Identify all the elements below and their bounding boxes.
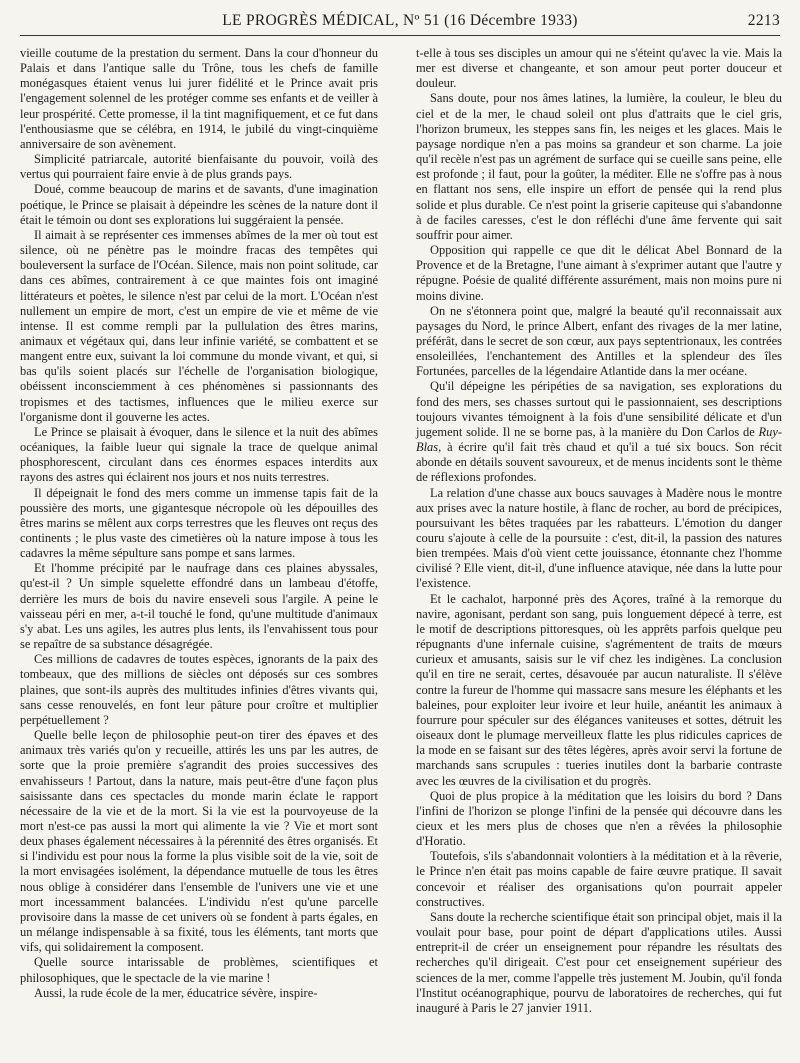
paragraph: Toutefois, s'ils s'abandonnait volontiers à la méditation et à la rêverie, le Prince n'en était pas moins capable de faire œuvre pratique. Il savait concevoir et réaliser des organisations qu'on pourrait appeler constructives. <box>416 849 782 909</box>
left-column <box>20 46 378 1001</box>
paragraph: On ne s'étonnera point que, malgré la beauté qu'il reconnaissait aux paysages du Nord, le prince Albert, enfant des rivages de la mer latine, préférât, dans le secret de son cœur, aux pays septentrionaux, les contrées ensoleillées, l'enchantement des Antilles et la splendeur des îles Fortunées, parcelles de la légendaire Atlantide dans la mer océane. <box>416 303 782 379</box>
page-number: 2213 <box>747 12 780 29</box>
paragraph: Ces millions de cadavres de toutes espèces, ignorants de la paix des tombeaux, que des millions de siècles ont déposés sur ces sombres plaines, que sont-ils auprès des multitudes infinies d'êtres vivants qui, sans cesse renouvelés, en font leur pâture pour croître et multiplier perpétuellement ? <box>20 652 378 727</box>
paragraph: Le Prince se plaisait à évoquer, dans le silence et la nuit des abîmes océaniques, la faible lueur qui signale la trace de quelque animal phosphorescent, circulant dans ces énormes espaces interdits aux rayons des astres qui éclairent nos jours et nos nuits terrestres. <box>20 424 378 485</box>
paragraph: Qu'il dépeigne les péripéties de sa navigation, ses explorations du fond des mers, ses chasses surtout qui le passionnaient, ses descriptions toujours vivantes témoignent à la fois d'une sensibilité délicate et d'un jugement solide. Il ne se borne pas, à la manière du Don Carlos de Ruy-Blas, à écrire qu'il fait très chaud et qu'il a tué six boucs. Son récit abonde en détails souvent savoureux, et de menus incidents sont le thème de réflexions profondes. <box>416 379 782 485</box>
paragraph: Simplicité patriarcale, autorité bienfaisante du pouvoir, voilà des vertus qui pourraient faire envie à de plus grands pays. <box>20 152 378 182</box>
paragraph: Opposition qui rappelle ce que dit le délicat Abel Bonnard de la Provence et de la Bretagne, l'une aimant à s'exprimer autant que l'autre y répugne. Poésie de qualité différente assurément, mais non moins pure ni moins divine. <box>416 243 782 303</box>
paragraph: Sans doute, pour nos âmes latines, la lumière, la couleur, le bleu du ciel et de la mer, le chaud soleil ont plus d'attraits que le ciel gris, l'horizon brumeux, les steppes sans fin, les neiges et les glaces. Mais le paysage nordique n'en a pas moins sa grandeur et son charme. La joie qu'il recèle n'est pas un agrément de surface qui se cueille sans peine, elle est profonde ; il faut, pour la goûter, la méditer. Elle ne s'offre pas à nous en flattant nos sens, elle inspire un effort de pensée qui la rend plus solide et plus durable. Ce n'est point la griserie capiteuse qui s'abandonne à de faciles caresses, c'est le don réfléchi d'une âme fervente qui sait souffrir pour aimer. <box>416 91 782 242</box>
journal-title: LE PROGRÈS MÉDICAL, Nº 51 (16 Décembre 1933) <box>222 12 578 29</box>
paragraph: Quoi de plus propice à la méditation que les loisirs du bord ? Dans l'infini de l'horizon se plonge l'infini de la pensée qui découvre dans les cieux et les mers plus de choses que n'en a rêvées la philosophie d'Horatio. <box>416 788 782 849</box>
paragraph: Sans doute la recherche scientifique était son principal objet, mais il la voulait pour base, pour point de départ d'applications utiles. Aussi entreprit-il de créer un enseignement pour répandre les résultats des recherches qu'il dirigeait. C'est pour cet enseignement supérieur des sciences de la mer, comme l'appelle très justement M. Joubin, qu'il fonda l'Institut océanographique, pourvu de laboratoires de recherches, qui fut inauguré à Paris le 27 janvier 1911. <box>416 909 782 1015</box>
paragraph: Il dépeignait le fond des mers comme un immense tapis fait de la poussière des morts, une gigantesque nécropole où les dépouilles des êtres marins se mêlent aux corps terrestres que les fleuves ont reçus des continents ; le plus vaste des cimetières où la nature impose à tous les cadavres la même sépulture sans pompe et sans larmes. <box>20 485 378 561</box>
paragraph: t-elle à tous ses disciples un amour qui ne s'éteint qu'avec la vie. Mais la mer est diverse et changeante, et son amour peut porter douceur et douleur. <box>416 46 782 91</box>
paragraph: Aussi, la rude école de la mer, éducatrice sévère, inspire- <box>34 985 318 1000</box>
paragraph: vieille coutume de la prestation du serment. Dans la cour d'honneur du Palais et dans l'antique salle du Trône, tous les chefs de famille monégasques étaient venus lui jurer fidélité et le Prince avait pris l'engagement solennel de les protéger comme ses enfants et de veiller à leur prospérité. Cette promesse, il la tint magnifiquement, et ce fut dans l'enthousiasme que se célébra, en 1914, le jubilé du vingt-cinquième anniversaire de son avènement. <box>20 46 378 151</box>
header-rule <box>20 35 780 36</box>
paragraph: Et le cachalot, harponné près des Açores, traîné à la remorque du navire, agonisant, perdant son sang, puis longuement dépecé à terre, est le motif de descriptions pittoresques, où les apprêts parfois quelque peu répugnants d'une infernale cuisine, s'agrémentent de traits de mœurs curieux et amusants, saisis sur le vif chez les indigènes. La conclusion qu'il en tire ne serait, certes, désavouée par aucun naturaliste. Il s'élève contre la fureur de l'homme qui massacre sans mesure les éléphants et les baleines, pour exploiter leur ivoire et leur huile, anéantit les animaux à fourrure pour spéculer sur des élégances vaniteuses et sottes, détruit les oiseaux dont le plumage merveilleux flatte les plus ridicules caprices de la mode en se faisant sur des têtes légères, après avoir servi la fortune de marchands sans scrupules : tueries inutiles dont la barbarie contraste avec les œuvres de la civilisation et du progrès. <box>416 591 782 788</box>
paragraph: Et l'homme précipité par le naufrage dans ces plaines abyssales, qu'est-il ? Un simple squelette effondré dans un lambeau d'étoffe, derrière les murs de bois du navire enseveli sous l'argile. A peine le vaisseau péri en mer, a-t-il touché le fond, qu'une multitude d'animaux s'y abat. Les uns agiles, les autres plus lents, ils l'envahissent tous pour se repaître de sa substance désagrégée. <box>20 561 378 652</box>
paragraph: La relation d'une chasse aux boucs sauvages à Madère nous le montre aux prises avec la nature hostile, à flanc de rocher, au bord de précipices, poursuivant les bêtes traquées par les rabatteurs. L'émotion du danger couru s'ajoute à celle de la poursuite : c'est, dit-il, la passion des natures bien trempées. Mais d'où vient cette jouissance, étonnante chez l'homme civilisé ? Elle vient, dit-il, d'une influence atavique, née dans la lutte pour l'existence. <box>416 485 782 591</box>
paragraph: Doué, comme beaucoup de marins et de savants, d'une imagination poétique, le Prince se plaisait à dépeindre les scènes de la nature dont il était le témoin ou dont ses explorations lui suggéraient la pensée. <box>20 182 378 227</box>
paragraph: Quelle source intarissable de problèmes, scientifiques et philosophiques, que le spectacle de la vie marine ! <box>20 955 378 985</box>
right-column <box>416 46 782 1016</box>
paragraph: Quelle belle leçon de philosophie peut-on tirer des épaves et des animaux très variés qu'on y recueille, attirés les uns par les autres, de sorte que la proie première s'agrandit des proies successives des envahisseurs ! Partout, dans la nature, mais peut-être d'une façon plus saisissante dans ces spectacles du monde marin éclate le rapport nécessaire de la vie et de la mort. Si la vie est la pourvoyeuse de la mort n'est-ce pas aussi la mort qui alimente la vie ? Vie et mort sont deux phases également nécessaires à la pérennité des êtres organisés. Et si l'individu est pour nous la forme la plus visible soit de la vie, soit de la mort envisagées isolément, la dépendance mutuelle de tous les êtres nous oblige à considérer dans l'ensemble de l'univers une vie et une mort incessamment balancées. L'individu n'est qu'une parcelle provisoire dans la masse de cet univers où se fondent à parts égales, en un mélange indispensable à sa fixité, tous les éléments, tant morts que vifs, qui solidairement la composent. <box>20 728 378 955</box>
italic-title: Ruy-Blas <box>416 424 782 455</box>
paragraph: Il aimait à se représenter ces immenses abîmes de la mer où tout est silence, où ne pénètre pas le moindre fracas des tempêtes qui bouleversent la surface de l'Océan. Silence, mais non point solitude, car dans ces abîmes, contrairement à ce que maintes fois ont imaginé littérateurs et poètes, le silence n'est par celui de la mort. L'Océan n'est nullement un empire de mort, c'est un empire de vie et même de vie intense. Il est comme rempli par la pullulation des êtres marins, animaux et végétaux qui, dans leur infinie variété, se combattent et se mangent entre eux, suivant la loi commune du monde vivant, et qui, si bas qu'ils soient placés sur l'échelle de l'organisation biologique, obéissent inconsciemment à ces phénomènes si passionnants des tropismes et des tactismes, influences que le milieu exerce sur l'organisme dont il gouverne les actes. <box>20 227 378 424</box>
